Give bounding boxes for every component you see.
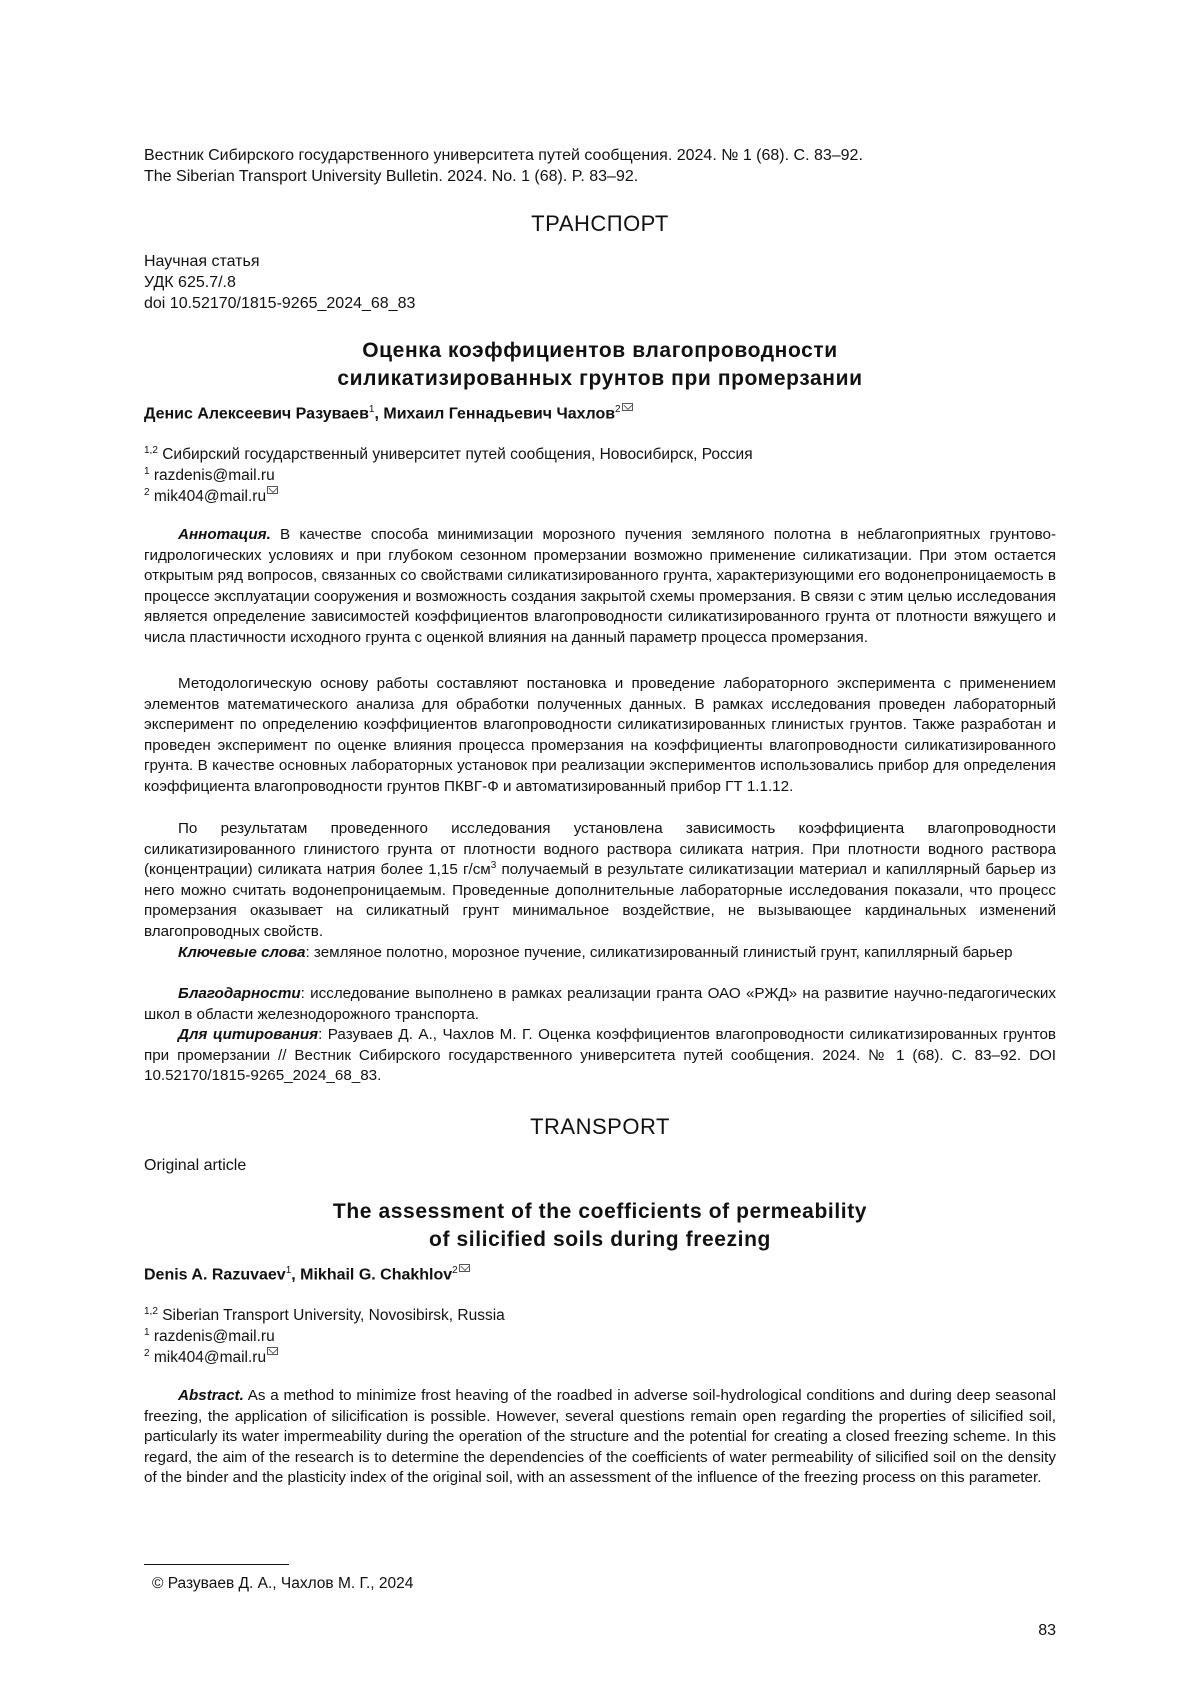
- affiliation-sup-en: 1,2: [144, 1306, 158, 1317]
- copyright-notice: © Разуваев Д. А., Чахлов М. Г., 2024: [152, 1575, 414, 1592]
- email1-sup-ru: 1: [144, 466, 150, 477]
- author1-name-ru: Денис Алексеевич Разуваев: [144, 405, 369, 423]
- title-ru-line1: Оценка коэффициентов влагопроводности: [362, 339, 838, 362]
- email2-ru: [144, 483, 278, 507]
- title-en-line2: of silicified soils during freezing: [429, 1228, 771, 1251]
- author2-sup-ru: 2: [615, 404, 621, 415]
- author-separator-en: ,: [291, 1266, 301, 1284]
- envelope-icon: [622, 403, 633, 411]
- title-en-line1: The assessment of the coefficients of permeability: [332, 1200, 868, 1223]
- email2-link-ru[interactable]: mik404@mail.ru: [149, 488, 267, 506]
- author1-sup-ru: 1: [368, 404, 375, 415]
- abstract-ru-p1-text: В качестве способа минимизации морозного пучения земляного полотна в неблагоприятных грунтово-гидрологических условиях и при глубоком сезонном промерзании возможно применение силикатизации. При этом остается открытым ряд вопросов, связанных со свойствами силикатизированного грунта, характеризующими его водонепроницаемость в процессе эксплуатации сооружения и возможность создания закрытой схемы промерзания. В связи с этим целью исследования является определение зависимостей коэффициентов влагопроводности силикатизированного грунта от плотности вяжущего и числа пластичности исходного грунта с оценкой влияния на данный параметр процесса промерзания.: [144, 526, 1056, 646]
- authors-en: [144, 1265, 470, 1284]
- page-number: 83: [1038, 1622, 1056, 1639]
- ack-text-ru: : исследование выполнено в рамках реализации гранта ОАО «РЖД» на развитие научно-педагогических школ в области железнодорожного транспорта.: [144, 985, 1056, 1023]
- email1-sup-en: 1: [144, 1327, 150, 1338]
- author-separator-ru: ,: [374, 405, 384, 423]
- article-type-ru: Научная статья: [144, 253, 260, 270]
- abstract-ru-p2: Методологическую основу работы составляют постановка и проведение лабораторного эксперимента с применением элементов математического анализа для обработки полученных данных. В рамках исследования проведен лабораторный эксперимент по определению коэффициентов влагопроводности силикатизированных глинистых грунтов. Также разработан и проведен эксперимент по оценке влияния процесса промерзания на коэффициенты влагопроводности силикатизированного грунта. В качестве основных лабораторных установок при реализации экспериментов использовались прибор для определения коэффициента влагопроводности грунтов ПКВГ-Ф и автоматизированный прибор ГТ 1.1.12.: [144, 675, 1056, 795]
- email2-link-en[interactable]: mik404@mail.ru: [149, 1349, 267, 1367]
- email1-link-ru[interactable]: razdenis@mail.ru: [149, 467, 275, 485]
- abstract-label-en: Abstract.: [178, 1387, 244, 1404]
- author1-sup-en: 1: [285, 1265, 292, 1276]
- envelope-icon: [459, 1264, 470, 1272]
- article-type-en: Original article: [144, 1157, 247, 1174]
- footnote-divider: [144, 1564, 289, 1565]
- cite-text-ru: : Разуваев Д. А., Чахлов М. Г. Оценка коэффициентов влагопроводности силикатизированных грунтов при промерзании // Вестник Сибирского государственного университета путей сообщения. 2024. № 1 (68). С. 83–92. DOI 10.52170/1815-9265_2024_68_83.: [144, 1026, 1056, 1085]
- envelope-icon: [267, 1347, 278, 1355]
- doi-link[interactable]: doi 10.52170/1815-9265_2024_68_83: [144, 295, 416, 312]
- email2-sup-en: 2: [144, 1348, 150, 1359]
- journal-citation-ru: Вестник Сибирского государственного университета путей сообщения. 2024. № 1 (68). С. 83–92.: [144, 147, 863, 164]
- keywords-ru: [144, 943, 1056, 964]
- author2-name-ru: Михаил Геннадьевич Чахлов: [383, 405, 616, 423]
- email1-link-en[interactable]: razdenis@mail.ru: [149, 1328, 275, 1346]
- article-title-ru: [144, 337, 1056, 393]
- acknowledgements-ru: [144, 984, 1056, 1025]
- affiliation-sup-ru: 1,2: [144, 445, 158, 456]
- envelope-icon: [267, 486, 278, 494]
- keywords-text-ru: : земляное полотно, морозное пучение, силикатизированный глинистый грунт, капиллярный барьер: [305, 944, 1013, 961]
- abstract-ru-p3: [144, 819, 1056, 943]
- udc-code: УДК 625.7/.8: [144, 274, 236, 291]
- abstract-ru-p3-sup: 3: [490, 860, 497, 872]
- email2-sup-ru: 2: [144, 487, 150, 498]
- section-heading-en: TRANSPORT: [530, 1114, 670, 1139]
- abstract-ru-p3-text-a: По результатам проведенного исследования установлена зависимость коэффициента влагопроводности силикатизированного глинистого грунта от плотности водного раствора силиката натрия. При плотности водного раствора (концентрации) силиката натрия более 1,15 г/см: [144, 820, 1056, 879]
- author2-sup-en: 2: [452, 1265, 458, 1276]
- author1-name-en: Denis A. Razuvaev: [144, 1266, 286, 1284]
- abstract-ru-p1: [144, 525, 1056, 649]
- title-ru-line2: силикатизированных грунтов при промерзании: [337, 367, 863, 390]
- authors-ru: [144, 404, 633, 423]
- keywords-label-ru: Ключевые слова: [178, 944, 306, 961]
- email2-en: [144, 1344, 278, 1368]
- affiliation-text-en: Siberian Transport University, Novosibirsk, Russia: [157, 1307, 505, 1325]
- abstract-label-ru: Аннотация.: [178, 526, 271, 543]
- abstract-ru-p3-text-b: получаемый в результате силикатизации материал и капиллярный барьер из него можно считать водонепроницаемым. Проведенные дополнительные лабораторные исследования показали, что процесс промерзания оказывает на силикатный грунт минимальное воздействие, не вызывающее кардинальных изменений влагопроводных свойств.: [144, 861, 1056, 940]
- section-heading-ru: ТРАНСПОРТ: [531, 211, 669, 236]
- article-title-en: [144, 1198, 1056, 1254]
- author2-name-en: Mikhail G. Chakhlov: [300, 1266, 453, 1284]
- journal-citation-en: The Siberian Transport University Bulletin. 2024. No. 1 (68). P. 83–92.: [144, 168, 639, 185]
- abstract-en-p1: [144, 1386, 1056, 1489]
- ack-label-ru: Благодарности: [178, 985, 301, 1002]
- citation-ru: [144, 1025, 1056, 1087]
- abstract-en-p1-text: As a method to minimize frost heaving of the roadbed in adverse soil-hydrological conditions and during deep seasonal freezing, the application of silicification is possible. However, several questions remain open regarding the properties of silicified soil, particularly its water impermeability during the operation of the structure and the potential for creating a closed freezing scheme. In this regard, the aim of the research is to determine the dependencies of the coefficients of water permeability of silicified soil on the density of the binder and the plasticity index of the original soil, with an assessment of the influence of the freezing process on this parameter.: [144, 1387, 1056, 1487]
- affiliation-text-ru: Сибирский государственный университет путей сообщения, Новосибирск, Россия: [157, 446, 753, 464]
- cite-label-ru: Для цитирования: [178, 1026, 319, 1043]
